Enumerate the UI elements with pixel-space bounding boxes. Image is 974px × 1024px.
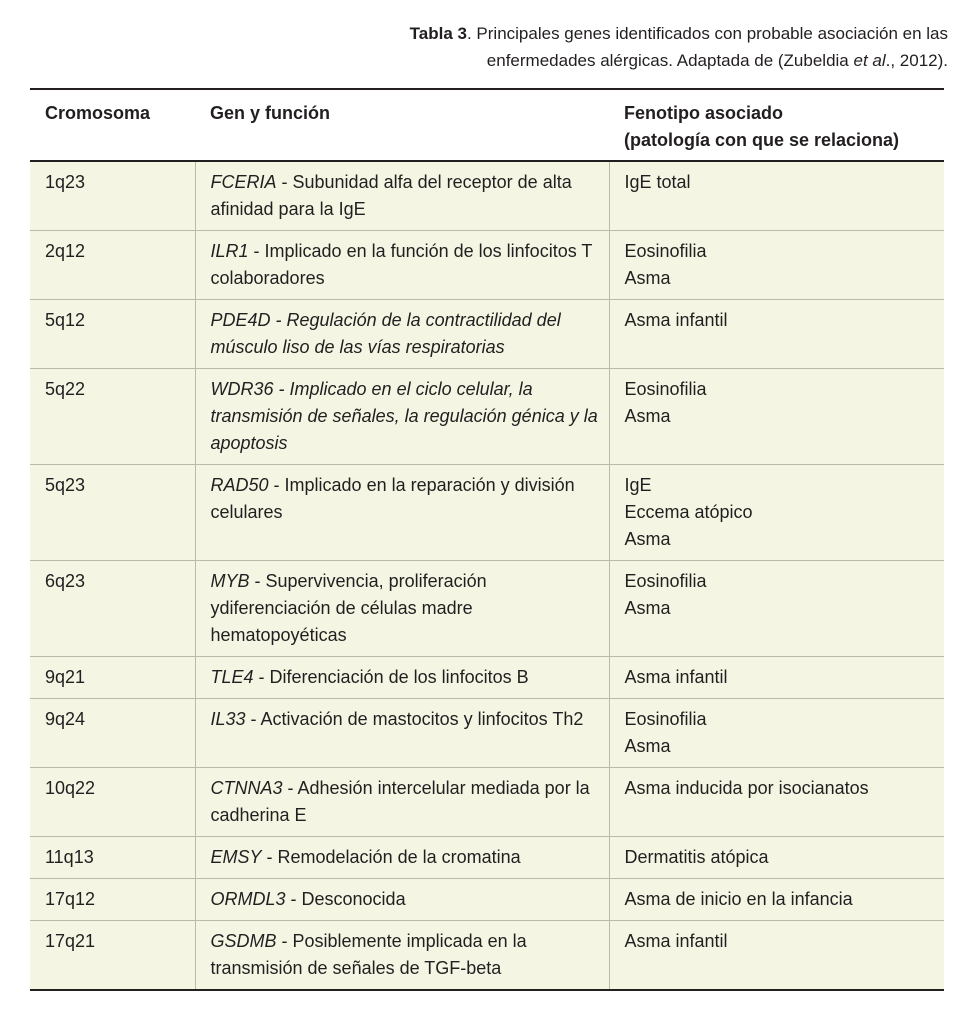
- table-caption: [308, 20, 948, 74]
- gene-name: TLE4: [210, 667, 254, 687]
- cell-cromosoma: 5q12: [30, 300, 195, 369]
- phenotype-item: Asma: [624, 598, 671, 618]
- caption-label: Tabla 3: [409, 24, 467, 43]
- phenotype-item: Eccema atópico: [624, 502, 753, 522]
- gene-name: MYB: [210, 571, 250, 591]
- cell-gen-funcion: [195, 837, 609, 879]
- phenotype-item: Asma: [624, 268, 671, 288]
- table-row: [30, 369, 944, 465]
- phenotype-item: Asma de inicio en la infancia: [624, 889, 853, 909]
- table-body: [30, 161, 944, 990]
- table-row: [30, 231, 944, 300]
- cell-gen-funcion: [195, 300, 609, 369]
- table-row: [30, 300, 944, 369]
- phenotype-item: Eosinofilia: [624, 709, 707, 729]
- cell-gen-funcion: [195, 768, 609, 837]
- cell-gen-funcion: [195, 369, 609, 465]
- cell-fenotipo: [609, 561, 944, 657]
- caption-text-line2-post: ., 2012).: [885, 51, 948, 70]
- cell-fenotipo: [609, 921, 944, 991]
- phenotype-item: Asma infantil: [624, 310, 728, 330]
- gene-function: - Diferenciación de los linfocitos B: [253, 667, 529, 687]
- cell-cromosoma: 1q23: [30, 161, 195, 231]
- gene-name: PDE4D: [210, 310, 271, 330]
- table-row: [30, 699, 944, 768]
- cell-fenotipo: [609, 879, 944, 921]
- cell-cromosoma: 10q22: [30, 768, 195, 837]
- table-row: [30, 837, 944, 879]
- cell-gen-funcion: [195, 699, 609, 768]
- phenotype-item: Asma: [624, 406, 671, 426]
- gene-table: [30, 88, 944, 991]
- cell-cromosoma: 2q12: [30, 231, 195, 300]
- phenotype-item: Asma inducida por isocianatos: [624, 778, 869, 798]
- cell-fenotipo: [609, 837, 944, 879]
- gene-name: ORMDL3: [210, 889, 286, 909]
- cell-cromosoma: 17q21: [30, 921, 195, 991]
- gene-name: ILR1: [210, 241, 249, 261]
- cell-fenotipo: [609, 699, 944, 768]
- phenotype-item: Dermatitis atópica: [624, 847, 769, 867]
- gene-name: CTNNA3: [210, 778, 283, 798]
- cell-cromosoma: 11q13: [30, 837, 195, 879]
- gene-function: - Adhesión intercelular mediada por la cadherina E: [210, 778, 590, 825]
- gene-function: - Implicado en la reparación y división celulares: [210, 475, 575, 522]
- gene-function: - Remodelación de la cromatina: [261, 847, 521, 867]
- table-row: [30, 465, 944, 561]
- gene-function: - Activación de mastocitos y linfocitos Th2: [245, 709, 584, 729]
- cell-gen-funcion: [195, 921, 609, 991]
- cell-gen-funcion: [195, 561, 609, 657]
- caption-text-line1: . Principales genes identificados con probable asociación en las: [466, 24, 948, 43]
- header-row: [30, 89, 944, 161]
- cell-cromosoma: 17q12: [30, 879, 195, 921]
- gene-table-container: [30, 88, 944, 991]
- header-fenotipo: [609, 89, 944, 161]
- caption-text-line2-italic: et al: [853, 51, 886, 70]
- header-gen-funcion: Gen y función: [195, 89, 609, 161]
- header-fenotipo-line2: (patología con que se relaciona): [624, 130, 900, 150]
- table-row: [30, 768, 944, 837]
- phenotype-item: Asma infantil: [624, 931, 728, 951]
- phenotype-item: Asma infantil: [624, 667, 728, 687]
- cell-fenotipo: [609, 768, 944, 837]
- phenotype-item: Asma: [624, 736, 671, 756]
- gene-function: - Supervivencia, proliferación ydiferenciación de células madre hematopoyéticas: [210, 571, 487, 645]
- phenotype-item: IgE: [624, 475, 652, 495]
- cell-cromosoma: 6q23: [30, 561, 195, 657]
- table-row: [30, 161, 944, 231]
- table-row: [30, 879, 944, 921]
- table-row: [30, 657, 944, 699]
- gene-function: - Implicado en el ciclo celular, la transmisión de señales, la regulación génica y la apoptosis: [210, 379, 598, 453]
- cell-gen-funcion: [195, 879, 609, 921]
- cell-gen-funcion: [195, 231, 609, 300]
- caption-text-line2-pre: enfermedades alérgicas. Adaptada de (Zubeldia: [486, 51, 854, 70]
- gene-function: - Regulación de la contractilidad del músculo liso de las vías respiratorias: [210, 310, 561, 357]
- cell-cromosoma: 9q24: [30, 699, 195, 768]
- cell-fenotipo: [609, 161, 944, 231]
- table-row: [30, 561, 944, 657]
- cell-fenotipo: [609, 657, 944, 699]
- gene-name: GSDMB: [210, 931, 277, 951]
- table-row: [30, 921, 944, 991]
- gene-name: FCERIA: [210, 172, 277, 192]
- cell-fenotipo: [609, 231, 944, 300]
- header-fenotipo-line1: Fenotipo asociado: [624, 103, 784, 123]
- gene-function: - Implicado en la función de los linfocitos T colaboradores: [210, 241, 593, 288]
- gene-name: IL33: [210, 709, 246, 729]
- gene-function: - Subunidad alfa del receptor de alta afinidad para la IgE: [210, 172, 572, 219]
- cell-fenotipo: [609, 465, 944, 561]
- gene-function: - Posiblemente implicada en la transmisión de señales de TGF-beta: [210, 931, 527, 978]
- gene-name: RAD50: [210, 475, 269, 495]
- phenotype-item: Asma: [624, 529, 671, 549]
- phenotype-item: IgE total: [624, 172, 691, 192]
- gene-function: - Desconocida: [285, 889, 406, 909]
- phenotype-item: Eosinofilia: [624, 241, 707, 261]
- cell-gen-funcion: [195, 657, 609, 699]
- phenotype-item: Eosinofilia: [624, 571, 707, 591]
- header-cromosoma: Cromosoma: [30, 89, 195, 161]
- cell-cromosoma: 5q23: [30, 465, 195, 561]
- cell-cromosoma: 5q22: [30, 369, 195, 465]
- cell-gen-funcion: [195, 161, 609, 231]
- cell-cromosoma: 9q21: [30, 657, 195, 699]
- cell-fenotipo: [609, 369, 944, 465]
- gene-name: EMSY: [210, 847, 262, 867]
- gene-name: WDR36: [210, 379, 274, 399]
- cell-gen-funcion: [195, 465, 609, 561]
- phenotype-item: Eosinofilia: [624, 379, 707, 399]
- cell-fenotipo: [609, 300, 944, 369]
